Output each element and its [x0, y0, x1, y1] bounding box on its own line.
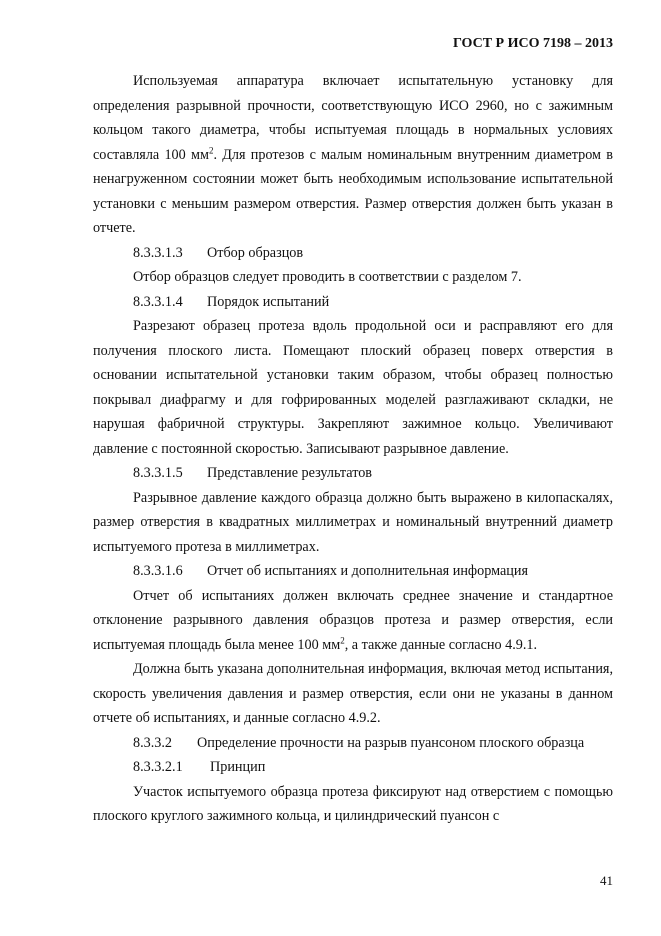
- section-title: Представление результатов: [207, 465, 373, 481]
- paragraph-procedure: Разрезают образец протеза вдоль продольной оси и расправляют его для получения плоского листа. Помещают плоский образец поверх отверстия в основании испытательной установки таким образом, чтобы образец полностью покрывал диафрагму и для гофрированных моделей разглаживают складки, не нарушая фабричной структуры. Закрепляют зажимное кольцо. Увеличивают давление с постоянной скоростью. Записывают разрывное давление.: [93, 318, 613, 457]
- section-number: 8.3.3.1.6: [133, 563, 183, 579]
- superscript: 2: [340, 634, 345, 645]
- subsection-heading: [93, 290, 613, 315]
- page-content: [93, 69, 613, 829]
- section-number: 8.3.3.2.1: [133, 759, 183, 775]
- section-number: 8.3.3.1.5: [133, 465, 183, 481]
- section-number: 8.3.3.1.3: [133, 244, 183, 261]
- paragraph-additional-info: Должна быть указана дополнительная информация, включая метод испытания, скорость увеличения давления и размер отверстия, если они не указаны в данном отчете об испытаниях, и данные согласно 4.9.2.: [93, 661, 613, 726]
- section-title: Порядок испытаний: [207, 293, 330, 310]
- section-title: Принцип: [210, 759, 266, 775]
- subsection-heading: [93, 755, 613, 780]
- paragraph-report: [93, 584, 613, 658]
- section-title: Отчет об испытаниях и дополнительная информация: [207, 563, 528, 579]
- section-number: 8.3.3.2: [133, 734, 173, 751]
- paragraph-results: Разрывное давление каждого образца должно быть выражено в килопаскалях, размер отверстия в квадратных миллиметрах и номинальный внутренний диаметр испытуемого протеза в миллиметрах.: [93, 489, 613, 555]
- subsection-heading: [93, 241, 613, 266]
- paragraph-text: Используемая аппаратура включает испытательную установку для определения разрывной прочности, соответствующую ИСО 2960, но с зажимным кольцом такого диаметра, чтобы испытуемая площадь в нормальных условиях составляла 100 мм: [93, 73, 613, 163]
- paragraph-text: Отчет об испытаниях должен включать среднее значение и стандартное отклонение разрывного давления образцов протеза и размер отверстия, если испытуемая площадь была менее 100 мм: [93, 587, 613, 653]
- subsection-heading: [93, 731, 613, 756]
- paragraph-text: . Для протезов с малым номинальным внутренним диаметром в ненагруженном состоянии может быть необходимым использование испытательной установки с меньшим размером отверстия. Размер отверстия должен быть указан в отчете.: [93, 146, 613, 236]
- section-title: Отбор образцов: [207, 244, 304, 261]
- paragraph-text: , а также данные согласно 4.9.1.: [344, 636, 538, 653]
- paragraph-principle: Участок испытуемого образца протеза фиксируют над отверстием с помощью плоского круглого зажимного кольца, и цилиндрический пуансон с: [93, 783, 613, 824]
- paragraph-sampling: Отбор образцов следует проводить в соответствии с разделом 7.: [133, 269, 522, 285]
- superscript: 2: [208, 144, 214, 155]
- section-title: Определение прочности на разрыв пуансоном плоского образца: [197, 734, 585, 751]
- subsection-heading: [93, 461, 613, 486]
- paragraph-apparatus: [93, 69, 613, 241]
- page-number: 41: [600, 873, 613, 888]
- section-number: 8.3.3.1.4: [133, 293, 183, 310]
- subsection-heading: [93, 559, 613, 584]
- document-header: ГОСТ Р ИСО 7198 – 2013: [452, 36, 613, 51]
